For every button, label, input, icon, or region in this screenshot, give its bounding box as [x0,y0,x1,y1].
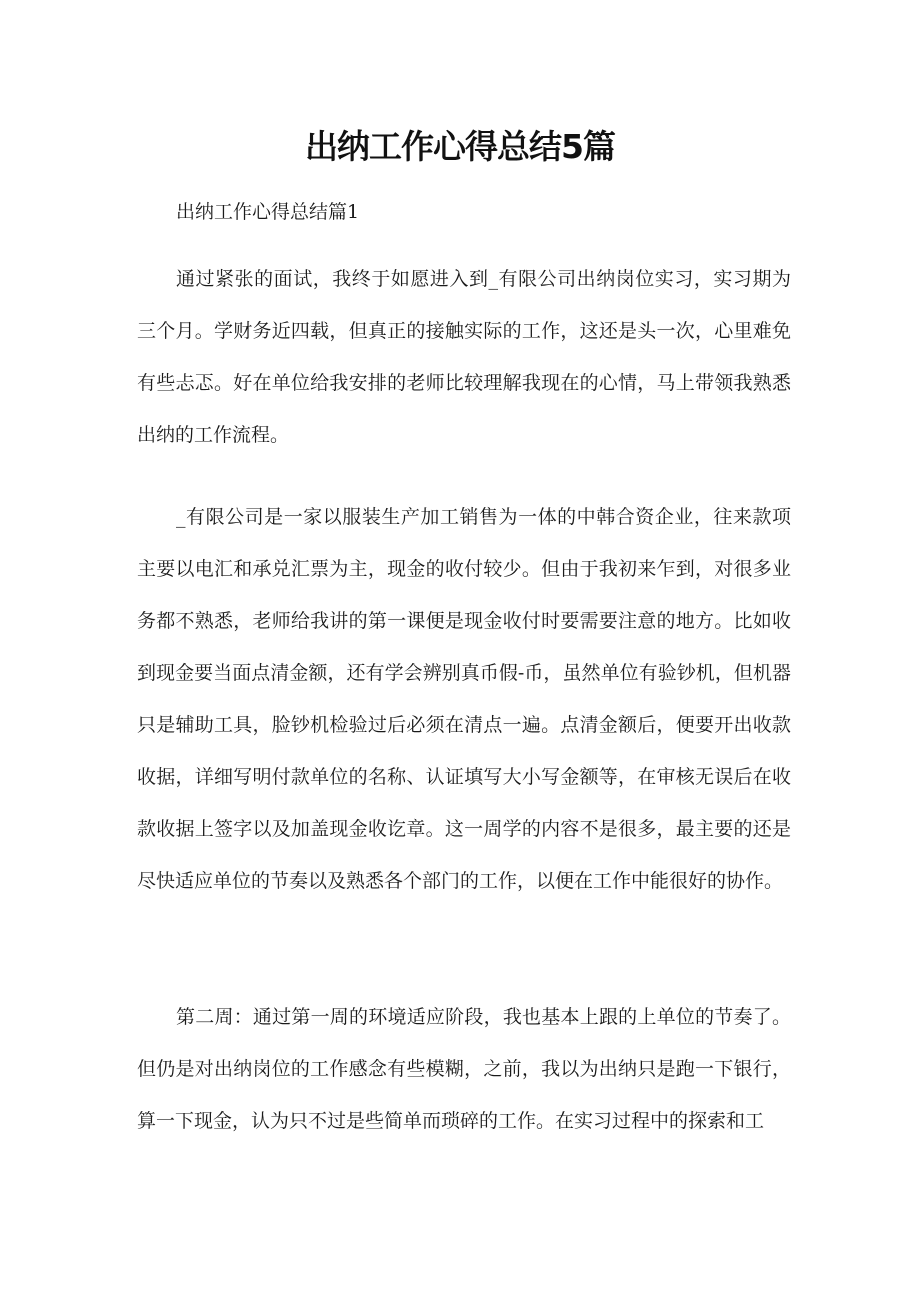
paragraph-1: 通过紧张的面试，我终于如愿进入到_有限公司出纳岗位实习，实习期为三个月。学财务近四载，但真正的接触实际的工作，这还是头一次，心里难免有些忐忑。好在单位给我安排的老师比较理解我现在的心情，马上带领我熟悉出纳的工作流程。 [137,268,791,446]
paragraph-3: 第二周：通过第一周的环境适应阶段，我也基本上跟的上单位的节奏了。但仍是对出纳岗位的工作感念有些模糊，之前，我以为出纳只是跑一下银行，算一下现金，认为只不过是些简单而琐碎的工作。在实习过程中的探索和工 [137,1006,791,1132]
paragraph-2: _有限公司是一家以服装生产加工销售为一体的中韩合资企业，往来款项主要以电汇和承兑汇票为主，现金的收付较少。但由于我初来乍到，对很多业务都不熟悉，老师给我讲的第一课便是现金收付时要需要注意的地方。比如收到现金要当面点清金额，还有学会辨别真币假-币，虽然单位有验钞机，但机器只是辅助工具，脸钞机检验过后必须在清点一遍。点清金额后，便要开出收款收据，详细写明付款单位的名称、认证填写大小写金额等，在审核无误后在收款收据上签字以及加盖现金收讫章。这一周学的内容不是很多，最主要的还是尽快适应单位的节奏以及熟悉各个部门的工作，以便在工作中能很好的协作。 [137,506,791,892]
document-title: 出纳工作心得总结5篇 [305,127,615,166]
section-heading: 出纳工作心得总结篇1 [176,201,360,223]
